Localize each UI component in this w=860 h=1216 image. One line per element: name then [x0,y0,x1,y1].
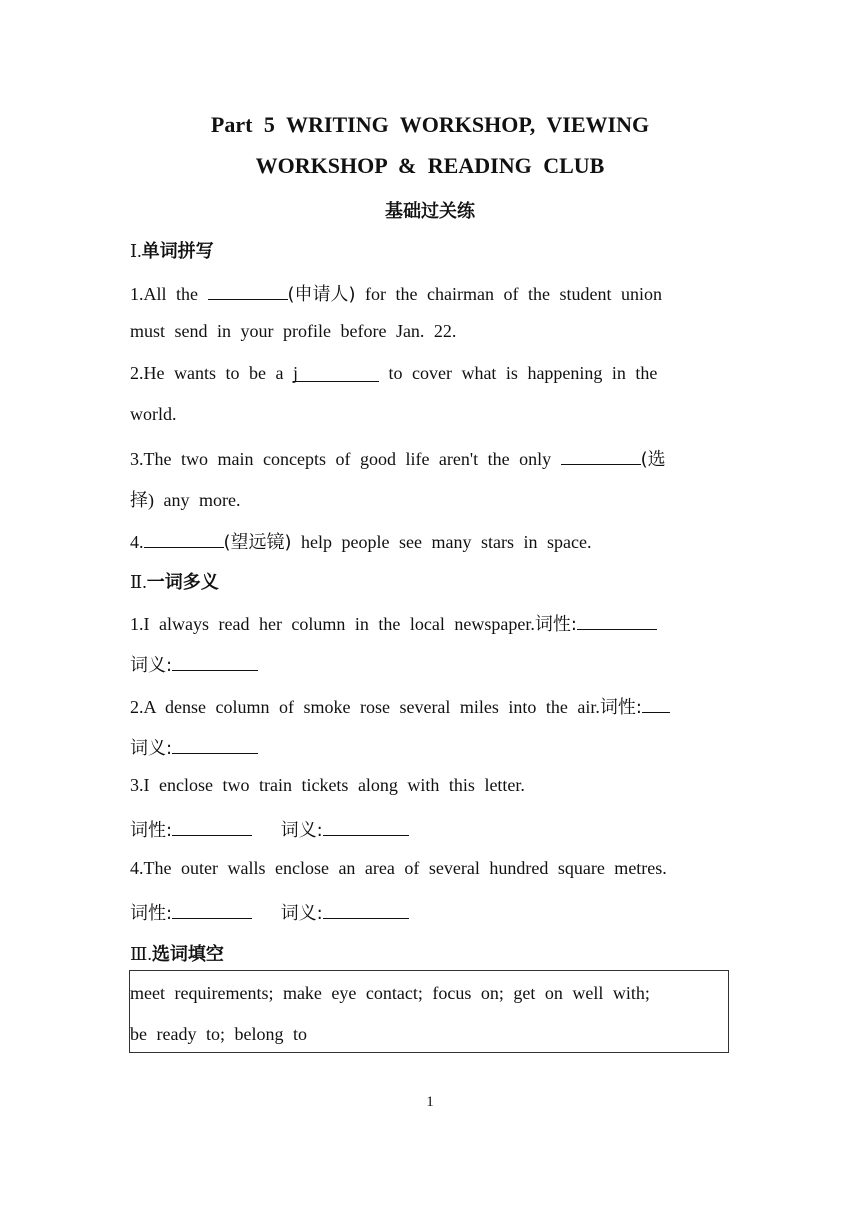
meaning-blank[interactable] [323,900,409,919]
word-bank-line-2: be ready to; belong to [130,1024,307,1044]
word-bank-line-1: meet requirements; make eye contact; focus on; get on well with; [130,983,650,1003]
meaning-label: 词义: [280,820,323,841]
page-title-line-1: Part 5 WRITING WORKSHOP, VIEWING [210,112,650,137]
answer-blank[interactable] [293,363,379,382]
section-3-title: 选词填空 [151,944,224,965]
question-2-3: 3.I enclose two train tickets along with this letter. [130,775,525,795]
question-1-2-cont: world. [130,404,177,424]
question-1-3 [130,445,666,471]
question-1-2 [130,363,657,384]
question-text: 1.All the [130,284,208,304]
hint-text: (申请人) [287,284,356,305]
question-2-2 [130,693,670,719]
question-1-3-cont: 择) any more. [130,490,241,510]
question-1-1 [130,280,662,306]
question-text: to cover what is happening in the [378,363,658,383]
pos-label: 词性: [130,903,173,924]
meaning-blank[interactable] [323,817,409,836]
question-2-4-answers [130,899,409,925]
question-2-4: 4.The outer walls enclose an area of several hundred square metres. [130,858,667,878]
meaning-label: 词义: [280,903,323,924]
section-3-numeral: Ⅲ. [130,944,152,964]
question-1-4 [130,528,591,554]
answer-blank[interactable] [561,446,641,465]
section-2-heading [130,568,219,594]
answer-blank[interactable] [144,529,224,548]
pos-blank[interactable] [172,900,252,919]
question-text: 2.He wants to be a [130,363,293,383]
pos-label: 词性: [130,820,173,841]
question-text: for the chairman of the student union [355,284,662,304]
pos-label: 词性: [599,697,642,718]
answer-blank[interactable] [208,281,288,300]
subtitle: 基础过关练 [385,201,475,222]
question-2-1-meaning [130,651,258,677]
page-title-line-2: WORKSHOP & READING CLUB [255,153,605,178]
meaning-blank[interactable] [172,735,258,754]
hint-text: (望远镜) [223,532,292,553]
question-1-1-cont: must send in your profile before Jan. 22. [130,321,457,341]
page-number: 1 [426,1094,434,1110]
section-1-title: 单词拼写 [141,241,214,262]
section-2-title: 一词多义 [146,572,219,593]
hint-text: (选 [640,449,666,470]
section-1-heading [130,237,214,263]
question-2-2-meaning [130,734,258,760]
pos-blank[interactable] [577,611,657,630]
question-text: 1.I always read her column in the local newspaper. [130,614,535,634]
meaning-label: 词义: [130,655,173,676]
question-2-1 [130,610,657,636]
section-2-numeral: Ⅱ. [130,572,147,592]
section-1-numeral: Ⅰ. [130,241,142,261]
question-text: 4. [130,532,144,552]
question-text: help people see many stars in space. [291,532,592,552]
question-2-3-answers [130,816,409,842]
section-3-heading [130,940,224,966]
pos-blank[interactable] [172,817,252,836]
meaning-label: 词义: [130,738,173,759]
question-text: 2.A dense column of smoke rose several miles into the air. [130,697,600,717]
initial-letter: j [292,363,298,383]
pos-blank[interactable] [642,694,670,713]
question-text: 3.The two main concepts of good life aren't the only [130,449,561,469]
pos-label: 词性: [534,614,577,635]
meaning-blank[interactable] [172,652,258,671]
